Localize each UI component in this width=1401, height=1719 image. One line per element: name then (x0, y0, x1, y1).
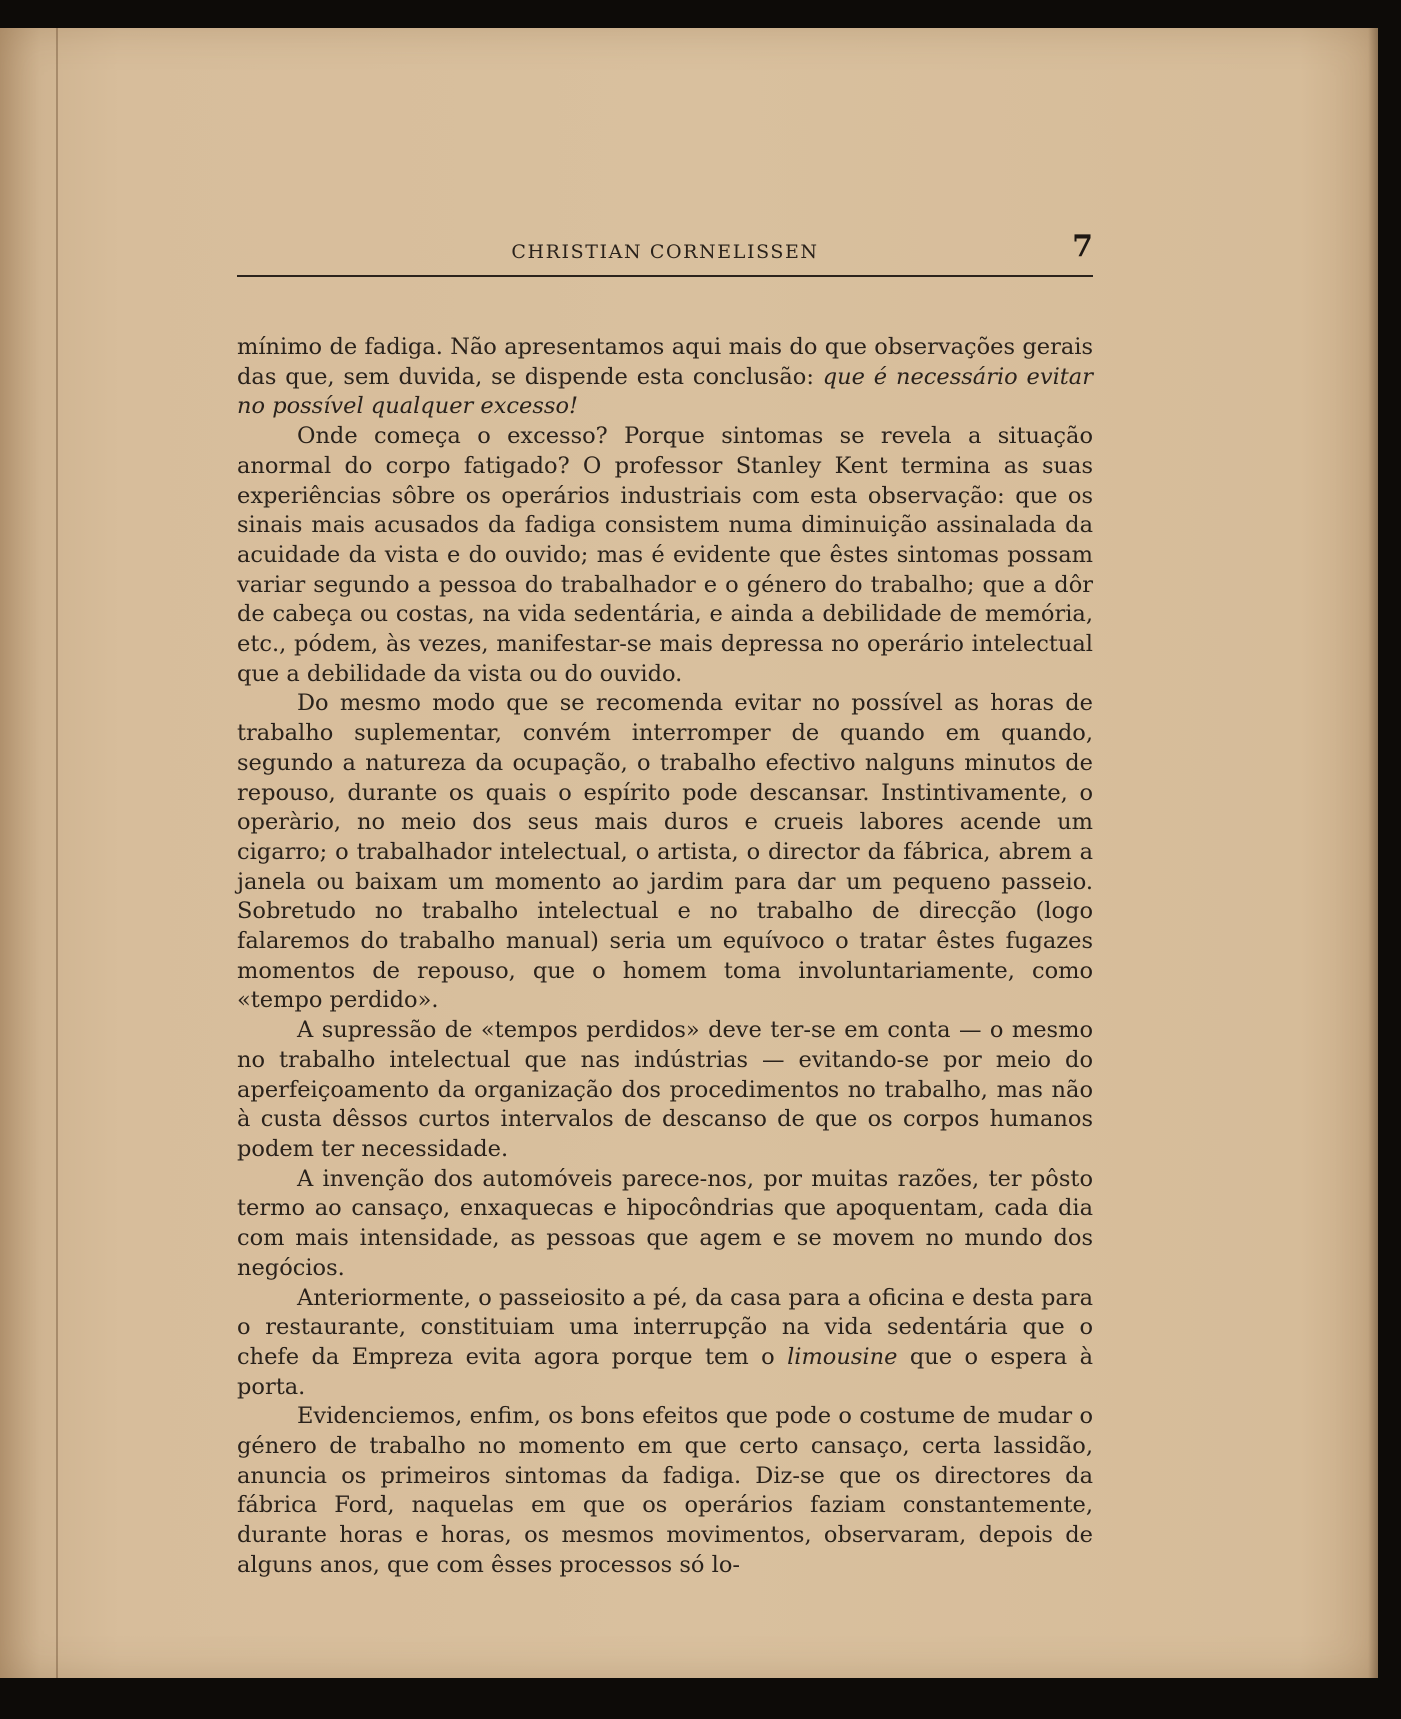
page-number: 7 (1072, 229, 1093, 264)
body-text (237, 333, 1093, 1581)
page-edge-shadow (1368, 28, 1378, 1678)
running-title: CHRISTIAN CORNELISSEN (511, 241, 819, 263)
paragraph: Do mesmo modo que se recomenda evitar no possível as horas de trabalho suplementar, convém interromper de quando em quando, segundo a natureza da ocupação, o trabalho efectivo nalguns minutos de repouso, durante os quais o espírito pode descansar. Instintivamente, o operàrio, no meio dos seus mais duros e crueis labores acende um cigarro; o trabalhador intelectual, o artista, o director da fábrica, abrem a janela ou baixam um momento ao jardim para dar um pequeno passeio. Sobretudo no trabalho intelectual e no trabalho de direcção (logo falaremos do trabalho manual) seria um equívoco o tratar êstes fugazes momentos de repouso, que o homem toma involuntariamente, como «tempo perdido». (237, 690, 1093, 1014)
paragraph: A supressão de «tempos perdidos» deve ter-se em conta — o mesmo no trabalho intelectual que nas indústrias — evitando-se por meio do aperfeiçoamento da organização dos procedimentos no trabalho, mas não à custa dêssos curtos intervalos de descanso de que os corpos humanos podem ter necessidade. (237, 1017, 1093, 1162)
emphasis-text: que é necessário evitar no possível qualquer excesso! (237, 363, 1093, 420)
header-rule (237, 275, 1093, 277)
paragraph: A invenção dos automóveis parece-nos, por muitas razões, ter pôsto termo ao cansaço, enxaquecas e hipocôndrias que apoquentam, cada dia com mais intensidade, as pessoas que agem e se movem no mundo dos negócios. (237, 1165, 1093, 1281)
paragraph (237, 1284, 1093, 1403)
paragraph: Onde começa o excesso? Porque sintomas se revela a situação anormal do corpo fatigado? O professor Stanley Kent termina as suas experiências sôbre os operários industriais com esta observação: que os sinais mais acusados da fadiga consistem numa diminuição assinalada da acuidade da vista e do ouvido; mas é evidente que êstes sintomas possam variar segundo a pessoa do trabalhador e o género do trabalho; que a dôr de cabeça ou costas, na vida sedentária, e ainda a debilidade de memória, etc., pódem, às vezes, manifestar-se mais depressa no operário intelectual que a debilidade da vista ou do ouvido. (237, 423, 1093, 687)
emphasis-text: limousine (787, 1343, 898, 1370)
paragraph-text: que o espera à porta. (237, 1343, 1093, 1400)
paragraph-text: mínimo de fadiga. Não apresentamos aqui mais do que observações gerais das que, sem duvida, se dispende esta conclusão: (237, 334, 1093, 390)
paragraph: Evidenciemos, enfim, os bons efeitos que pode o costume de mudar o género de trabalho no momento em que certo cansaço, certa lassidão, anuncia os primeiros sintomas da fadiga. Diz-se que os directores da fábrica Ford, naquelas em que os operários faziam constantemente, durante horas e horas, os mesmos movimentos, observaram, depois de alguns anos, que com êsses processos só lo- (237, 1403, 1093, 1578)
paragraph-text: Anteriormente, o passeiosito a pé, da casa para a oficina e desta para o restaurante, constituiam uma interrupção na vida sedentária que o chefe da Empreza evita agora porque tem o (237, 1284, 1093, 1370)
binding-fold (56, 28, 58, 1678)
paragraph (237, 333, 1093, 422)
page-header (237, 205, 1093, 265)
